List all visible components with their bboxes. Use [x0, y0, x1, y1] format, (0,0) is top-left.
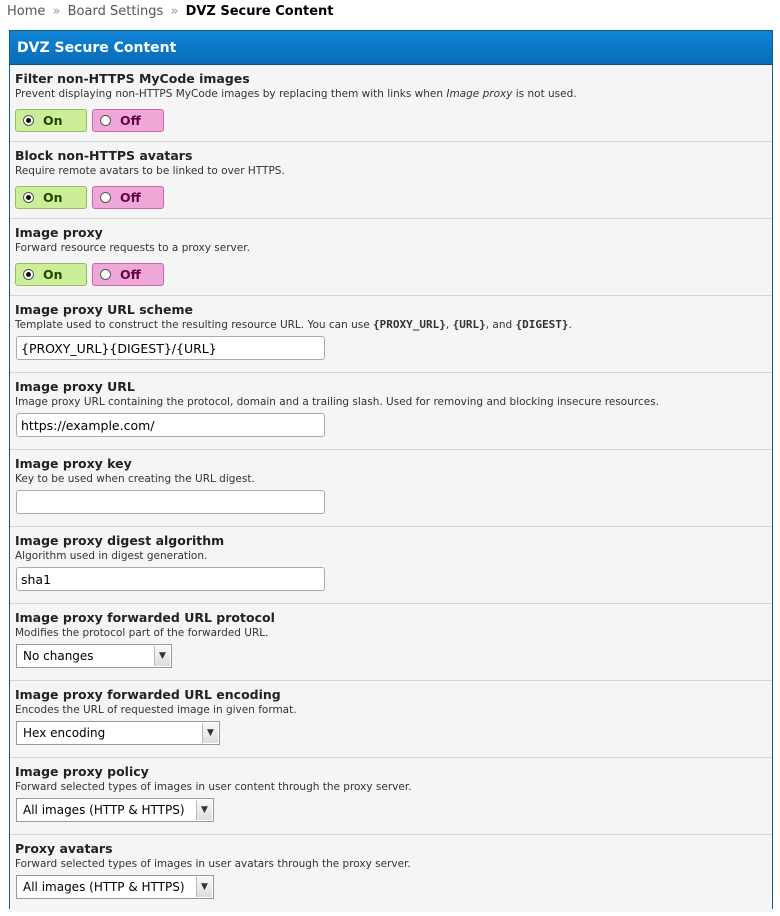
url-scheme-input[interactable]	[16, 336, 325, 360]
setting-title: Image proxy forwarded URL encoding	[15, 687, 281, 702]
setting-title: Proxy avatars	[15, 841, 113, 856]
setting-description: Forward selected types of images in user content through the proxy server.	[15, 781, 412, 793]
radio-unchecked-icon[interactable]	[100, 269, 111, 280]
setting-image-proxy-key	[10, 450, 772, 527]
breadcrumb-current: DVZ Secure Content	[185, 4, 334, 19]
setting-title: Image proxy key	[15, 456, 132, 471]
setting-proxy-avatars	[10, 835, 772, 912]
proxy-key-input[interactable]	[16, 490, 325, 514]
setting-description: Algorithm used in digest generation.	[15, 550, 208, 562]
on-off-toggle	[15, 263, 164, 286]
on-option[interactable]: On	[15, 109, 87, 132]
chevron-down-icon[interactable]: ▼	[196, 800, 212, 820]
setting-description: Key to be used when creating the URL digest.	[15, 473, 255, 485]
setting-description: Modifies the protocol part of the forwarded URL.	[15, 627, 269, 639]
radio-checked-icon[interactable]	[23, 115, 34, 126]
setting-title: Block non-HTTPS avatars	[15, 148, 193, 163]
on-option[interactable]: On	[15, 263, 87, 286]
chevron-down-icon[interactable]: ▼	[196, 877, 212, 897]
setting-title: Image proxy digest algorithm	[15, 533, 225, 548]
select-value: Hex encoding	[23, 726, 106, 740]
proxy-avatars-select[interactable]	[16, 875, 214, 899]
breadcrumb-home-link[interactable]: Home	[7, 4, 46, 19]
breadcrumb-separator: »	[170, 4, 179, 19]
setting-description: Image proxy URL containing the protocol, domain and a trailing slash. Used for removing and blocking insecure resources.	[15, 396, 660, 408]
setting-image-proxy	[10, 219, 772, 296]
setting-image-proxy-url	[10, 373, 772, 450]
setting-forwarded-url-encoding	[10, 681, 772, 758]
setting-title: Filter non-HTTPS MyCode images	[15, 71, 250, 86]
setting-forwarded-url-protocol	[10, 604, 772, 681]
breadcrumb-board-settings-link[interactable]: Board Settings	[67, 4, 164, 19]
digest-algorithm-input[interactable]	[16, 567, 325, 591]
breadcrumb	[7, 4, 334, 19]
select-value: All images (HTTP & HTTPS)	[23, 880, 185, 894]
forwarded-url-protocol-select[interactable]	[16, 644, 172, 668]
setting-description: Prevent displaying non-HTTPS MyCode images by replacing them with links when Image proxy is not used.	[15, 88, 577, 100]
setting-title: Image proxy policy	[15, 764, 149, 779]
setting-title: Image proxy forwarded URL protocol	[15, 610, 275, 625]
radio-checked-icon[interactable]	[23, 192, 34, 203]
setting-image-proxy-url-scheme	[10, 296, 772, 373]
image-proxy-policy-select[interactable]	[16, 798, 214, 822]
setting-description: Encodes the URL of requested image in given format.	[15, 704, 297, 716]
proxy-url-input[interactable]	[16, 413, 325, 437]
setting-title: Image proxy URL scheme	[15, 302, 193, 317]
setting-description: Require remote avatars to be linked to over HTTPS.	[15, 165, 285, 177]
setting-title: Image proxy URL	[15, 379, 135, 394]
on-off-toggle	[15, 186, 164, 209]
setting-image-proxy-policy	[10, 758, 772, 835]
setting-description: Forward resource requests to a proxy server.	[15, 242, 250, 254]
on-off-toggle	[15, 109, 164, 132]
on-option[interactable]: On	[15, 186, 87, 209]
select-value: No changes	[23, 649, 94, 663]
breadcrumb-separator: »	[52, 4, 61, 19]
setting-description: Forward selected types of images in user avatars through the proxy server.	[15, 858, 411, 870]
off-option[interactable]: Off	[92, 263, 164, 286]
setting-description: Template used to construct the resulting resource URL. You can use {PROXY_URL}, {URL}, and {DIGEST}.	[15, 318, 572, 331]
setting-filter-non-https-images	[10, 65, 772, 142]
panel-title: DVZ Secure Content	[10, 31, 772, 65]
setting-image-proxy-digest-algorithm	[10, 527, 772, 604]
settings-panel	[9, 30, 773, 909]
radio-checked-icon[interactable]	[23, 269, 34, 280]
select-value: All images (HTTP & HTTPS)	[23, 803, 185, 817]
radio-unchecked-icon[interactable]	[100, 115, 111, 126]
off-option[interactable]: Off	[92, 186, 164, 209]
forwarded-url-encoding-select[interactable]	[16, 721, 220, 745]
off-option[interactable]: Off	[92, 109, 164, 132]
setting-block-non-https-avatars	[10, 142, 772, 219]
chevron-down-icon[interactable]: ▼	[154, 646, 170, 666]
chevron-down-icon[interactable]: ▼	[202, 723, 218, 743]
radio-unchecked-icon[interactable]	[100, 192, 111, 203]
setting-title: Image proxy	[15, 225, 103, 240]
